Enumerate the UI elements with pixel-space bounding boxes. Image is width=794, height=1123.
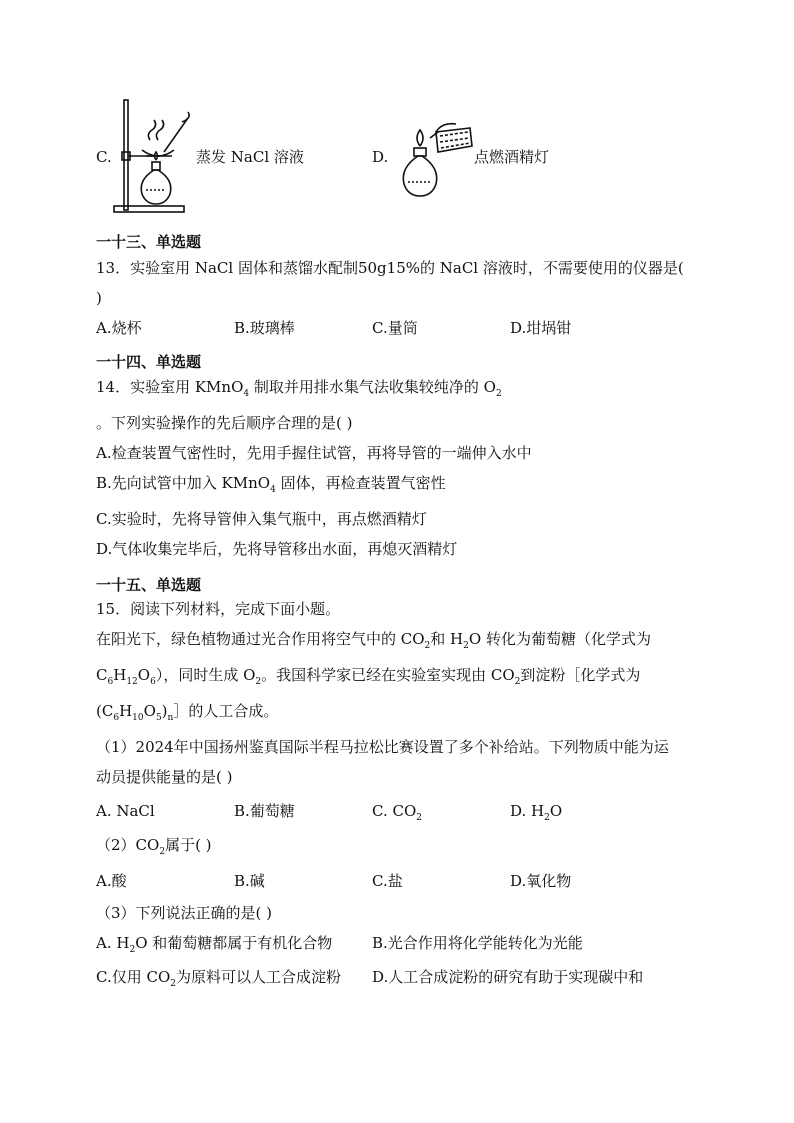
mat3-paren: ) [161, 702, 168, 720]
q14-stem-part-b: 制取并用排水集气法收集较纯净的 O [249, 378, 496, 396]
mat3-o: O [143, 702, 156, 720]
q15-s1-option-b[interactable]: B.葡萄糖 [234, 802, 295, 820]
sub-6: 6 [113, 713, 120, 723]
q13-heading: 一十三、单选题 [96, 233, 202, 251]
mat2-f: 到淀粉［化学式为 [520, 666, 641, 684]
q15-s1-line2: 动员提供能量的是( ) [96, 768, 233, 786]
mat1-post: O 转化为葡萄糖（化学式为 [468, 630, 651, 648]
q15-s1-option-d[interactable] [510, 801, 562, 821]
sub-2: 2 [170, 979, 176, 989]
sub-10: 10 [132, 713, 144, 723]
option-c-letter: C. [96, 148, 112, 166]
q15-s2-option-d[interactable]: D.氧化物 [510, 872, 572, 890]
q14-option-a[interactable]: A.检查装置气密性时，先用手握住试管，再将导管的一端伸入水中 [96, 444, 532, 462]
mat2-c: C [96, 666, 108, 684]
q15-s3-stem: （3）下列说法正确的是( ) [96, 904, 273, 922]
mat2-d: ），同时生成 O [155, 666, 256, 684]
s1-d-text: D. H [510, 802, 545, 820]
q15-material-line2 [96, 665, 640, 685]
q14-heading: 一十四、单选题 [96, 353, 202, 371]
sub-6: 6 [107, 677, 114, 687]
q13-option-a[interactable]: A.烧杯 [96, 319, 142, 337]
q14-stem-sub-4: 4 [243, 389, 250, 399]
s2-pre: （2）CO [96, 836, 160, 854]
q15-s3-option-a[interactable] [96, 933, 332, 953]
mat2-e: 。我国科学家已经在实验室实现由 CO [261, 666, 515, 684]
mat3-h: H [119, 702, 133, 720]
q15-heading: 一十五、单选题 [96, 576, 202, 594]
q14-option-b-sub: 4 [270, 485, 276, 495]
sub-5: 5 [155, 713, 162, 723]
option-c-text: 蒸发 NaCl 溶液 [196, 148, 304, 166]
s3-a-pre: A. H [96, 934, 130, 952]
q15-s1-option-c[interactable] [372, 801, 422, 821]
sub-6: 6 [150, 677, 156, 687]
sub-2: 2 [416, 813, 422, 823]
sub-n: n [167, 713, 174, 723]
mat2-o: O [137, 666, 151, 684]
mat2-h: H [113, 666, 127, 684]
s3-c-pre: C.仅用 CO [96, 968, 171, 986]
q14-option-b-pre: B.先向试管中加入 KMnO [96, 474, 271, 492]
option-d-letter: D. [372, 148, 389, 166]
s3-a-post: O 和葡萄糖都属于有机化合物 [135, 934, 333, 952]
s2-post: 属于( ) [165, 836, 212, 854]
q14-stem-line1 [96, 377, 502, 397]
q15-s3-option-d[interactable]: D.人工合成淀粉的研究有助于实现碳中和 [372, 968, 644, 986]
q13-option-d[interactable]: D.坩埚钳 [510, 319, 572, 337]
sub-2: 2 [514, 677, 521, 687]
q14-option-c[interactable]: C.实验时，先将导管伸入集气瓶中，再点燃酒精灯 [96, 510, 427, 528]
q14-option-d[interactable]: D.气体收集完毕后，先将导管移出水面，再熄灭酒精灯 [96, 540, 458, 558]
q15-material-line1 [96, 629, 651, 649]
mat3-c: (C [96, 702, 114, 720]
q15-s2-option-a[interactable]: A.酸 [96, 872, 127, 890]
sub-2: 2 [424, 641, 431, 651]
q14-stem-part-a: 14．实验室用 KMnO [96, 378, 244, 396]
alcohol-lamp-lighting-illustration [392, 112, 474, 198]
q13-stem-line1: 13．实验室用 NaCl 固体和蒸馏水配制50g15%的 NaCl 溶液时，不需要使用的仪器是( [96, 259, 684, 277]
s3-c-post: 为原料可以人工合成淀粉 [176, 968, 342, 986]
mat1-mid: 和 H [430, 630, 464, 648]
mat3-e: ］的人工合成。 [173, 702, 279, 720]
q15-s3-option-b[interactable]: B.光合作用将化学能转化为光能 [372, 934, 583, 952]
q13-option-b[interactable]: B.玻璃棒 [234, 319, 295, 337]
q15-s1-line1: （1）2024年中国扬州鉴真国际半程马拉松比赛设置了多个补给站。下列物质中能为运 [96, 738, 669, 756]
q15-s2-stem [96, 835, 212, 855]
q13-option-c[interactable]: C.量筒 [372, 319, 418, 337]
q15-material-line3 [96, 701, 278, 721]
mat1-pre: 在阳光下，绿色植物通过光合作用将空气中的 CO [96, 630, 425, 648]
q15-s2-option-c[interactable]: C.盐 [372, 872, 403, 890]
sub-12: 12 [126, 677, 138, 687]
sub-2: 2 [463, 641, 469, 651]
s1-c-text: C. CO [372, 802, 417, 820]
q14-option-b-post: 固体，再检查装置气密性 [275, 474, 446, 492]
q15-stem: 15．阅读下列材料，完成下面小题。 [96, 600, 341, 618]
q13-stem-line2: ) [96, 289, 102, 307]
sub-2: 2 [129, 945, 136, 955]
sub-2: 2 [255, 677, 262, 687]
sub-2: 2 [544, 813, 550, 823]
q14-stem-sub-2: 2 [495, 389, 502, 399]
q15-s1-option-a[interactable]: A. NaCl [96, 802, 155, 820]
s1-d-tail: O [549, 802, 563, 820]
sub-2: 2 [159, 847, 166, 857]
q15-s3-option-c[interactable] [96, 967, 341, 987]
option-d-text: 点燃酒精灯 [474, 148, 550, 166]
evaporation-apparatus-illustration [112, 98, 198, 214]
q14-option-b[interactable] [96, 473, 446, 493]
q15-s2-option-b[interactable]: B.碱 [234, 872, 265, 890]
q14-stem-line2: 。下列实验操作的先后顺序合理的是( ) [96, 414, 353, 432]
